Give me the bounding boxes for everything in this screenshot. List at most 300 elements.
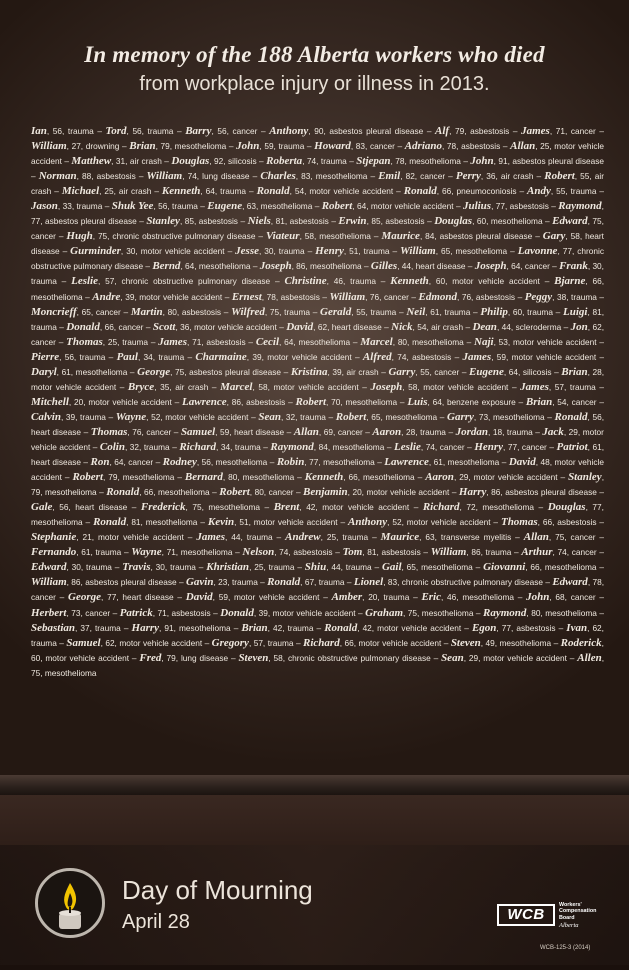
memorial-entry	[527, 186, 596, 196]
memorial-entry-detail: , 32, trauma	[280, 411, 326, 422]
memorial-entry	[31, 126, 94, 136]
memorial-entry-name: Edward	[552, 215, 588, 228]
memorial-entry	[322, 201, 454, 211]
memorial-entry-name: Samuel	[180, 425, 216, 438]
memorial-entry	[520, 382, 596, 392]
memorial-entry-detail: , 85, asbestosis	[179, 216, 238, 227]
memorial-entry-detail: , 29, motor vehicle accident	[31, 426, 604, 452]
memorial-entry	[31, 397, 172, 407]
memorial-entry-name: Ivan	[566, 621, 588, 634]
memorial-entry	[483, 608, 597, 618]
memorial-entry	[451, 638, 551, 648]
memorial-entry	[501, 517, 597, 527]
memorial-entry	[286, 322, 381, 332]
memorial-entry-name: Douglas	[547, 501, 586, 514]
memorial-entry-name: Brian	[525, 395, 553, 408]
memorial-entry-name: Stjepan	[356, 155, 391, 168]
memorial-entry	[31, 577, 177, 587]
memorial-entry-name: Andre	[92, 290, 121, 303]
memorial-entry-name: Joseph	[259, 260, 292, 273]
memorial-entry	[378, 171, 445, 181]
memorial-entry-detail: , 46, trauma	[326, 276, 376, 287]
memorial-entry	[120, 608, 211, 618]
memorial-entry-name: Mitchell	[31, 395, 69, 408]
memorial-entry-detail: , 59, motor vehicle accident	[212, 592, 320, 603]
memorial-entry-detail: , 42, motor vehicle accident	[357, 622, 462, 633]
memorial-entry-name: Thomas	[500, 516, 538, 529]
memorial-entry	[360, 337, 463, 347]
memorial-entry	[391, 322, 463, 332]
memorial-entry-detail: , 39, motor vehicle accident	[253, 607, 356, 618]
memorial-entry-name: Bernard	[184, 471, 223, 484]
memorial-entry-name: Richard	[179, 440, 217, 453]
memorial-entry	[219, 487, 293, 497]
memorial-entry-name: David	[508, 456, 536, 469]
memorial-entry-detail: , 81, asbestosis	[270, 216, 329, 227]
memorial-entry-detail: , 83, mesothelioma	[295, 171, 368, 182]
memorial-entry	[179, 442, 260, 452]
memorial-entry-name: Amber	[331, 591, 363, 604]
memorial-entry	[421, 592, 514, 602]
memorial-entry-detail: , 56, trauma	[153, 201, 198, 212]
memorial-entry-detail: , 83, cancer	[350, 141, 395, 152]
memorial-entry	[62, 186, 152, 196]
memorial-entry-detail: , 63, mesothelioma	[242, 201, 313, 212]
memorial-entry-name: Harry	[458, 486, 487, 499]
memorial-entry-name: Allen	[577, 651, 602, 664]
wcb-logo-line-2: Compensation	[559, 908, 597, 915]
memorial-entry-name: Moncrieff	[31, 305, 77, 318]
memorial-entry	[66, 337, 148, 347]
wcb-logo-line-1: Workers'	[559, 902, 582, 908]
memorial-entry	[463, 201, 549, 211]
memorial-entry-detail: , 25, trauma	[320, 532, 369, 543]
memorial-entry-name: Samuel	[66, 636, 101, 649]
memorial-entry	[185, 126, 257, 136]
memorial-entry-detail: , 60, trauma	[507, 306, 553, 317]
memorial-entry-detail: , 75, mesothelioma	[31, 652, 604, 678]
memorial-entry-name: Stephanie	[31, 531, 77, 544]
memorial-entry-detail: , 20, motor vehicle accident	[347, 487, 450, 498]
memorial-entry-name: Sean	[441, 651, 464, 664]
memorial-entry-name: Erwin	[338, 215, 367, 228]
memorial-entry-detail: , 25, trauma	[102, 336, 149, 347]
memorial-entry-detail: , 64, silicosis	[503, 366, 552, 377]
memorial-entry-name: Wayne	[131, 546, 162, 559]
memorial-entry-detail: , 85, asbestosis	[366, 216, 425, 227]
memorial-entry-name: Thomas	[66, 335, 103, 348]
memorial-entry	[365, 608, 473, 618]
memorial-entry	[381, 532, 512, 542]
memorial-entry-name: Gavin	[185, 576, 214, 589]
memorial-entry	[207, 201, 312, 211]
memorial-entry	[363, 352, 451, 362]
memorial-entry-name: Herbert	[31, 606, 67, 619]
memorial-entry	[459, 487, 597, 497]
memorial-entry-name: Frank	[559, 260, 588, 273]
memorial-entry-name: Eric	[421, 591, 441, 604]
memorial-entry-name: Donald	[66, 320, 100, 333]
memorial-entry-detail: , 90, asbestos pleural disease	[308, 126, 424, 136]
memorial-entry-detail: , 51, trauma	[343, 246, 390, 257]
memorial-entry	[31, 562, 112, 572]
memorial-entry-detail: , 61, mesothelioma	[428, 457, 500, 468]
memorial-entry-detail: , 30, trauma	[31, 261, 604, 287]
memorial-entry-detail: , 74, cancer	[552, 547, 597, 558]
memorial-entry	[129, 141, 226, 151]
memorial-entry-name: Eugene	[207, 200, 243, 213]
memorial-entry-name: Henry	[474, 440, 504, 453]
memorial-entry-name: James	[521, 125, 550, 137]
memorial-entry-name: Shiu	[304, 561, 327, 574]
memorial-entry-detail: , 71, mesothelioma	[161, 547, 233, 558]
memorial-entry-detail: , 78, asbestosis	[442, 141, 501, 152]
memorial-entry-name: Charmaine	[195, 350, 247, 363]
memorial-entry-name: Michael	[61, 185, 100, 198]
memorial-entry-detail: , 75, chronic obstructive pulmonary disease	[92, 231, 256, 242]
memorial-entry-detail: , 74, lung disease	[182, 171, 250, 182]
memorial-entry-detail: , 69, cancer	[318, 426, 363, 437]
memorial-entry-detail: , 21, motor vehicle accident	[76, 532, 184, 543]
memorial-entry-name: Aaron	[425, 471, 454, 484]
memorial-entry	[185, 472, 294, 482]
memorial-entry	[407, 397, 515, 407]
memorial-entry-detail: , 72, mesothelioma	[459, 502, 535, 513]
memorial-entry-detail: , 75, trauma	[264, 306, 310, 317]
memorial-entry-detail: , 75, mesothelioma	[403, 607, 474, 618]
memorial-entry	[196, 532, 272, 542]
memorial-entry-name: David	[286, 320, 314, 333]
memorial-entry	[116, 412, 249, 422]
memorial-entry-detail: , 39, motor vehicle accident	[246, 351, 352, 362]
memorial-entry-name: Benjamin	[303, 486, 348, 499]
memorial-entry-detail: , 80, mesothelioma	[222, 472, 295, 483]
memorial-entry	[72, 472, 174, 482]
memorial-entry-name: Raymond	[483, 606, 527, 619]
memorial-entry-name: Nick	[391, 320, 413, 333]
memorial-entry	[158, 337, 245, 347]
memorial-entry-name: James	[520, 380, 549, 393]
memorial-entry-name: Howard	[314, 140, 351, 153]
memorial-entry-name: Bryce	[127, 380, 155, 393]
memorial-entry-name: Steven	[450, 636, 481, 649]
title-line-1: In memory of the 188 Alberta workers who died	[84, 42, 545, 67]
memorial-entry	[132, 623, 231, 633]
memorial-entry-detail: , 57, trauma	[248, 637, 294, 648]
memorial-entry	[141, 502, 260, 512]
memorial-entry	[220, 382, 359, 392]
memorial-entry	[370, 382, 508, 392]
memorial-entry	[66, 638, 202, 648]
memorial-entry-detail: , 56, trauma	[59, 351, 106, 362]
memorial-entry-name: Donald	[220, 606, 254, 619]
memorial-entry-name: Kenneth	[161, 185, 201, 198]
memorial-entry-name: John	[526, 591, 550, 604]
memorial-entry-name: Brian	[129, 140, 156, 153]
memorial-entry-detail: , 60, mesothelioma	[472, 216, 543, 227]
memorial-entry-detail: , 46, mesothelioma	[441, 592, 514, 603]
memorial-entry-name: Luis	[407, 395, 428, 408]
memorial-entry-name: William	[31, 576, 67, 589]
memorial-entry-detail: , 79, lung disease	[161, 652, 229, 663]
memorial-entry-name: Raymond	[558, 200, 602, 213]
memorial-entry	[270, 442, 384, 452]
memorial-entry-detail: , 20, trauma	[362, 592, 410, 603]
memorial-entry-detail: , 66, pneumoconiosis	[436, 186, 517, 197]
memorial-entry	[267, 577, 344, 587]
memorial-entry-name: Robert	[544, 170, 575, 183]
memorial-entry-detail: , 66, mesothelioma	[343, 472, 415, 483]
memorial-entry-detail: , 35, air crash	[154, 381, 209, 392]
memorial-entry-name: Giovanni	[483, 561, 526, 574]
memorial-entry-name: Douglas	[434, 215, 473, 228]
memorial-entry-name: Fred	[139, 651, 162, 664]
memorial-entry-name: Ronald	[324, 621, 358, 634]
memorial-entry	[390, 276, 540, 286]
memorial-entry-name: Allan	[293, 425, 319, 438]
memorial-entry-detail: , 77, asbestosis	[491, 201, 549, 212]
memorial-entry-name: Charles	[260, 170, 296, 183]
memorial-entry-detail: , 71, cancer	[549, 126, 596, 136]
memorial-entry-detail: , 77, mesothelioma	[31, 502, 604, 528]
memorial-entry-detail: , 92, silicosis	[209, 156, 257, 167]
memorial-entry-detail: , 32, trauma	[124, 441, 170, 452]
memorial-entry-detail: , 65, cancer	[76, 306, 121, 317]
memorial-entry	[435, 126, 509, 136]
memorial-entry-name: Maurice	[381, 230, 420, 243]
memorial-entry-name: Bjarne	[554, 275, 586, 288]
memorial-entry-name: Lavonne	[517, 245, 558, 258]
memorial-entry-detail: , 84, mesothelioma	[313, 441, 385, 452]
memorial-entry-detail: , 75, cancer	[31, 216, 604, 242]
memorial-entry-name: Harry	[131, 621, 160, 634]
memorial-entry-name: Eugene	[469, 365, 504, 378]
memorial-entry-detail: , 74, cancer	[420, 441, 465, 452]
memorial-entry-detail: , 29, motor vehicle accident	[453, 472, 558, 483]
memorial-entry-name: Viateur	[265, 230, 300, 243]
wcb-logo-line-3: Board	[559, 914, 575, 921]
memorial-entry	[91, 457, 154, 467]
memorial-entry-detail: , 76, cancer	[127, 426, 172, 437]
memorial-entry-detail: , 77, mesothelioma	[304, 457, 375, 468]
memorial-entry	[400, 246, 507, 256]
memorial-entry	[131, 547, 232, 557]
memorial-entry	[256, 337, 350, 347]
memorial-entry-name: Steven	[238, 651, 269, 664]
memorial-entry-detail: , 62, motor vehicle accident	[100, 637, 203, 648]
memorial-entry	[260, 261, 362, 271]
memorial-entry-name: Richard	[422, 501, 460, 514]
memorial-entry-name: Adriano	[404, 140, 442, 153]
memorial-entry-detail: , 55, air crash	[31, 171, 604, 197]
memorial-entry	[153, 322, 277, 332]
memorial-entry-name: Patriot	[556, 440, 588, 453]
memorial-entry	[404, 186, 517, 196]
memorial-entry-detail: , 57, trauma	[548, 381, 596, 392]
memorial-entry-detail: , 62, heart disease	[313, 321, 382, 332]
memorial-entry-detail: , 38, trauma	[552, 291, 597, 302]
memorial-entry	[31, 623, 121, 633]
memorial-entry-name: Douglas	[171, 155, 210, 168]
memorial-entry-name: James	[158, 335, 187, 348]
memorial-entry-name: Ian	[31, 125, 47, 137]
memorial-entry-name: John	[236, 140, 260, 153]
memorial-entry-detail: , 71, asbestosis	[186, 336, 246, 347]
memorial-entry	[31, 412, 106, 422]
memorial-entry-name: Brent	[273, 501, 300, 514]
memorial-entry-detail: , 39, air crash	[327, 366, 379, 377]
memorial-entry-detail: , 71, asbestosis	[152, 607, 211, 618]
memorial-entry-detail: , 68, cancer	[549, 592, 596, 603]
memorial-entry-name: Nelson	[242, 546, 275, 559]
memorial-entry-name: Barry	[185, 125, 212, 137]
memorial-entry	[31, 608, 110, 618]
memorial-entry	[39, 171, 136, 181]
memorial-entry	[212, 638, 294, 648]
wcb-logo-text	[559, 902, 609, 921]
memorial-entry-detail: , 61, heart disease	[31, 441, 604, 468]
memorial-entry-detail: , 82, cancer	[400, 171, 446, 182]
memorial-entry-name: Philip	[480, 305, 508, 318]
memorial-entry-name: Gregory	[211, 636, 249, 649]
memorial-entry	[91, 427, 172, 437]
memorial-entry-detail: , 60, motor vehicle accident	[31, 637, 604, 663]
memorial-entry	[284, 276, 376, 286]
memorial-entry	[456, 171, 534, 181]
memorial-entry-name: Anthony	[347, 516, 388, 529]
memorial-entry-name: Kenneth	[304, 471, 344, 484]
memorial-entry-name: Gerald	[320, 305, 352, 318]
memorial-entry-name: Kenneth	[390, 275, 429, 288]
memorial-entry-name: Hugh	[66, 230, 93, 243]
memorial-entry-name: Leslie	[393, 440, 421, 453]
memorial-entry-detail: , 34, trauma	[137, 351, 185, 362]
memorial-entry-name: Gale	[31, 501, 53, 514]
memorial-entry-detail: , 91, asbestos pleural disease	[493, 156, 604, 167]
memorial-entry-name: Gilles	[370, 260, 398, 273]
memorial-entry	[66, 231, 255, 241]
memorial-entry	[456, 427, 533, 437]
memorial-entry-detail: , 80, mesothelioma	[392, 336, 464, 347]
memorial-entry-detail: , 36, motor vehicle accident	[175, 321, 277, 332]
memorial-entry-name: Jon	[570, 320, 588, 333]
memorial-entry-detail: , 79, mesothelioma	[155, 141, 227, 152]
memorial-entry-detail: , 30, trauma	[258, 246, 305, 257]
memorial-entry-detail: , 54, motor vehicle accident	[289, 186, 394, 197]
memorial-entry	[472, 623, 556, 633]
memorial-entry-detail: , 28, motor vehicle accident	[31, 366, 604, 392]
poster-title	[0, 40, 629, 98]
memorial-entry-detail: , 78, mesothelioma	[390, 156, 461, 167]
memorial-entry-detail: , 75, mesothelioma	[185, 502, 261, 513]
memorial-entry-name: Paul	[116, 350, 138, 363]
memorial-entry-detail: , 80, cancer	[249, 487, 294, 498]
memorial-entry-detail: , 56, heart disease	[52, 502, 128, 513]
memorial-entry	[31, 307, 121, 317]
memorial-entry	[305, 562, 372, 572]
memorial-entry-detail: , 66, mesothelioma	[139, 487, 210, 498]
memorial-entry-name: Fernando	[31, 546, 77, 559]
memorial-entry	[128, 382, 208, 392]
memorial-entry-detail: , 65, mesothelioma	[401, 562, 473, 573]
memorial-entry-detail: , 73, mesothelioma	[473, 411, 545, 422]
memorial-entry	[303, 487, 449, 497]
wcb-logo-region: Alberta	[559, 922, 579, 929]
memorial-entry-detail: , 56, cancer	[211, 126, 258, 136]
memorial-entry-name: Gail	[381, 561, 402, 574]
memorial-entry	[220, 608, 355, 618]
memorial-entry-name: Marcel	[220, 380, 253, 393]
memorial-entry-detail: , 37, trauma	[75, 622, 121, 633]
memorial-entry	[258, 412, 326, 422]
memorial-entry	[474, 337, 597, 347]
memorial-entry-name: Norman	[38, 170, 77, 183]
memorial-entry	[139, 653, 228, 663]
memorial-entry-name: Khristian	[206, 561, 250, 574]
memorial-entry-detail: , 52, motor vehicle accident	[387, 517, 491, 528]
memorial-entry-name: Niels	[247, 215, 271, 228]
memorial-entry-name: Maurice	[380, 531, 420, 544]
memorial-entry-name: William	[146, 170, 183, 183]
memorial-entry-detail: , 56, heart disease	[31, 411, 604, 437]
memorial-entry	[238, 653, 430, 663]
memorial-entry-name: Allan	[510, 140, 536, 153]
memorial-entry-detail: , 64, cancer	[109, 457, 154, 468]
memorial-entry-detail: , 65, mesothelioma	[435, 246, 508, 257]
memorial-entry	[472, 322, 561, 332]
memorial-entry-name: Brian	[561, 365, 588, 378]
day-of-mourning-title: Day of Mourning	[122, 875, 313, 905]
memorial-entry-name: George	[137, 365, 171, 378]
memorial-entry	[93, 517, 197, 527]
memorial-entry-detail: , 44, trauma	[326, 562, 372, 573]
memorial-entry-detail: , 51, motor vehicle accident	[234, 517, 338, 528]
memorial-entry-detail: , 44, scleroderma	[496, 321, 562, 332]
memorial-entry-detail: , 76, cancer	[365, 291, 409, 302]
memorial-entry-detail: , 55, trauma	[351, 306, 397, 317]
memorial-entry-detail: , 75, asbestos pleural disease	[170, 366, 282, 377]
memorial-entry-detail: , 86, trauma	[466, 547, 512, 558]
memorial-entry	[315, 246, 389, 256]
memorial-entry-name: Arthur	[521, 546, 553, 559]
memorial-entry-name: Ronald	[554, 410, 588, 423]
memorial-entry-name: Jordan	[455, 425, 488, 438]
memorial-entry-detail: , 63, transverse myelitis	[419, 532, 512, 543]
memorial-entry-name: Robert	[335, 410, 367, 423]
memorial-entry	[470, 156, 604, 166]
candle-icon	[38, 871, 102, 935]
memorial-entry	[266, 231, 371, 241]
memorial-entry	[31, 367, 127, 377]
memorial-entry-name: Aaron	[372, 425, 402, 438]
memorial-entry-name: Anthony	[269, 125, 309, 137]
memorial-entry	[163, 457, 268, 467]
memorial-entry-detail: , 80, asbestosis	[162, 306, 222, 317]
memorial-entry	[425, 472, 557, 482]
memorial-entry	[524, 532, 596, 542]
memorial-entry	[117, 352, 185, 362]
memorial-entry-detail: , 61, trauma	[425, 306, 471, 317]
memorial-entry-detail: , 64, cancer	[506, 261, 550, 272]
memorial-entry	[100, 442, 170, 452]
memorial-entry-name: Sean	[258, 410, 281, 423]
memorial-entry-name: Daryl	[31, 365, 57, 378]
memorial-entry-detail: , 39, motor vehicle accident	[120, 291, 223, 302]
memorial-entry-name: Robert	[72, 471, 103, 484]
memorial-entry-name: Marcel	[360, 335, 393, 348]
memorial-entry	[474, 442, 547, 452]
memorial-entry-detail: , 81, asbestosis	[362, 547, 421, 558]
